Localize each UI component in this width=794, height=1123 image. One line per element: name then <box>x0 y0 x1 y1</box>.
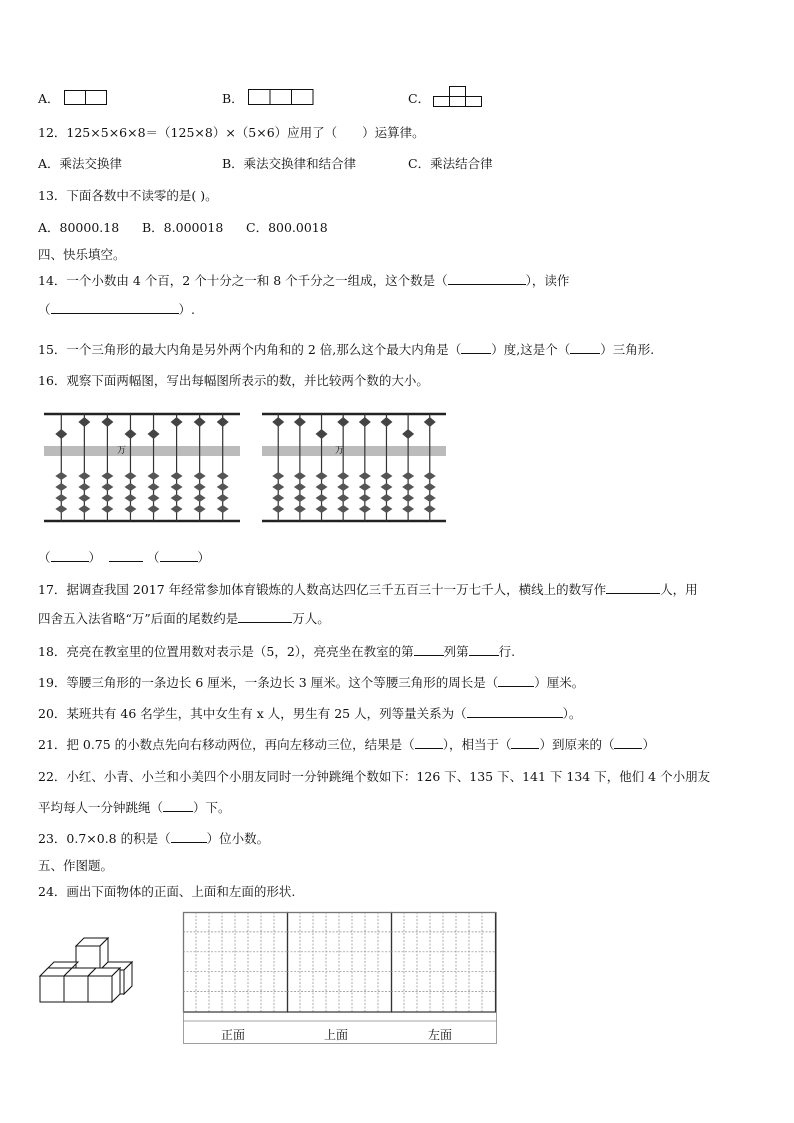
q22-blank[interactable] <box>163 799 193 812</box>
q16-blank2[interactable] <box>160 549 198 562</box>
abacus-right-wan-label: 万 <box>335 446 345 456</box>
q16-blank1-close: ） <box>88 550 102 565</box>
q18-line <box>38 642 515 660</box>
section-4-heading: 四、快乐填空。 <box>38 247 126 262</box>
q11-option-a-label: A． <box>38 91 60 106</box>
q14-line2-open: （ <box>38 302 51 317</box>
q17-blank2[interactable] <box>238 610 292 623</box>
q17-text2-end: 万人。 <box>292 611 330 626</box>
q18-end: 行. <box>498 644 516 659</box>
q16-blank1[interactable] <box>51 549 89 562</box>
q23-line <box>38 829 269 847</box>
abacus-left-wan-label: 万 <box>117 446 127 456</box>
q15-type-blank[interactable] <box>570 341 600 354</box>
q16-blank1-open: （ <box>38 550 51 565</box>
q15-text: 15．一个三角形的最大内角是另外两个内角和的 2 倍,那么这个最大内角是（ <box>38 342 462 357</box>
q13-stem: 13．下面各数中不读零的是( )。 <box>38 188 218 203</box>
q23-end: ）位小数。 <box>206 831 270 846</box>
q22-line2 <box>38 798 231 816</box>
q21-blank1[interactable] <box>415 736 443 749</box>
q16-stem: 16．观察下面两幅图，写出每幅图所表示的数，并比较两个数的大小。 <box>38 373 429 388</box>
q16-blank2-open: （ <box>147 550 160 565</box>
q17-text1-end: 人，用 <box>660 582 698 597</box>
q21-blank2[interactable] <box>511 736 539 749</box>
q24-label-left: 左面 <box>428 1028 453 1042</box>
q18-mid: 列第 <box>443 644 469 659</box>
q21-blank3[interactable] <box>614 736 642 749</box>
q20-line <box>38 704 581 722</box>
q20-end: ）。 <box>562 706 582 721</box>
q16-compare-blank[interactable] <box>109 549 143 562</box>
q12-option-a[interactable]: A．乘法交换律 <box>38 156 123 171</box>
q21-end: ） <box>642 737 655 752</box>
q21-line <box>38 735 655 753</box>
q12-stem: 12．125×5×6×8＝（125×8）×（5×6）应用了（ ）运算律。 <box>38 125 425 140</box>
q14-line2 <box>38 300 195 318</box>
q19-text: 19．等腰三角形的一条边长 6 厘米，一条边长 3 厘米。这个等腰三角形的周长是（ <box>38 675 499 690</box>
q14-line1 <box>38 271 569 289</box>
q20-text: 20．某班共有 46 名学生，其中女生有 x 人，男生有 25 人，列等量关系为（ <box>38 706 467 721</box>
q24-label-front: 正面 <box>221 1028 246 1042</box>
q17-line1 <box>38 580 698 598</box>
q15-line <box>38 340 654 358</box>
q14-number-blank[interactable] <box>448 272 526 285</box>
q19-line <box>38 673 584 691</box>
q22-text2: 平均每人一分钟跳绳（ <box>38 800 164 815</box>
q17-text2: 四舍五入法省略“万”后面的尾数约是 <box>38 611 239 626</box>
q13-option-b[interactable]: B．8.000018 <box>142 220 224 235</box>
q11-option-b-figure <box>248 89 316 106</box>
q18-column-blank[interactable] <box>414 643 444 656</box>
q24-cube-figure <box>38 938 140 1008</box>
q24-label-top: 上面 <box>324 1028 349 1042</box>
q11-option-c-label: C． <box>408 91 431 106</box>
q14-text-end: ），读作 <box>525 273 570 288</box>
q23-text: 23．0.7×0.8 的积是（ <box>38 831 171 846</box>
q23-blank[interactable] <box>171 830 207 843</box>
q15-mid: ）度,这是个（ <box>491 342 571 357</box>
q16-blank2-close: ） <box>197 550 211 565</box>
q22-end: ）下。 <box>193 800 231 815</box>
q22-line1: 22．小红、小青、小兰和小美四个小朋友同时一分钟跳绳个数如下：126 下、135 下、141 下 134 下，他们 4 个小朋友 <box>38 769 711 784</box>
q17-blank1[interactable] <box>606 581 660 594</box>
q19-end: ）厘米。 <box>534 675 585 690</box>
q20-blank[interactable] <box>467 705 563 718</box>
q13-option-c[interactable]: C．800.0018 <box>246 220 328 235</box>
q11-option-b-label: B． <box>222 91 244 106</box>
q18-row-blank[interactable] <box>469 643 499 656</box>
q13-option-a[interactable]: A．80000.18 <box>38 220 120 235</box>
abacus-left <box>44 412 240 524</box>
q21-text: 21．把 0.75 的小数点先向右移动两位，再向左移动三位，结果是（ <box>38 737 415 752</box>
q12-option-c[interactable]: C．乘法结合律 <box>408 156 493 171</box>
q19-blank[interactable] <box>498 674 534 687</box>
q14-line2-close: ）. <box>178 302 195 317</box>
q15-angle-blank[interactable] <box>461 341 491 354</box>
q21-mid1: ），相当于（ <box>442 737 512 752</box>
section-5-heading: 五、作图题。 <box>38 858 114 873</box>
q16-answers <box>38 548 210 566</box>
q24-drawing-grids[interactable] <box>183 912 497 1044</box>
q11-option-c-figure <box>433 86 485 108</box>
q17-text1: 17．据调查我国 2017 年经常参加体育锻炼的人数高达四亿三千五百三十一万七千人，横线上的数写作 <box>38 582 607 597</box>
q14-reading-blank[interactable] <box>51 301 179 314</box>
q18-text: 18．亮亮在教室里的位置用数对表示是（5，2），亮亮坐在教室的第 <box>38 644 414 659</box>
q17-line2 <box>38 609 330 627</box>
q24-stem: 24．画出下面物体的正面、上面和左面的形状. <box>38 884 296 899</box>
q15-end: ）三角形. <box>600 342 655 357</box>
q11-option-a-figure <box>64 90 109 106</box>
abacus-right <box>262 412 446 524</box>
q21-mid2: ）到原来的（ <box>539 737 615 752</box>
q14-text: 14．一个小数由 4 个百，2 个十分之一和 8 个千分之一组成，这个数是（ <box>38 273 448 288</box>
q12-option-b[interactable]: B．乘法交换律和结合律 <box>222 156 357 171</box>
